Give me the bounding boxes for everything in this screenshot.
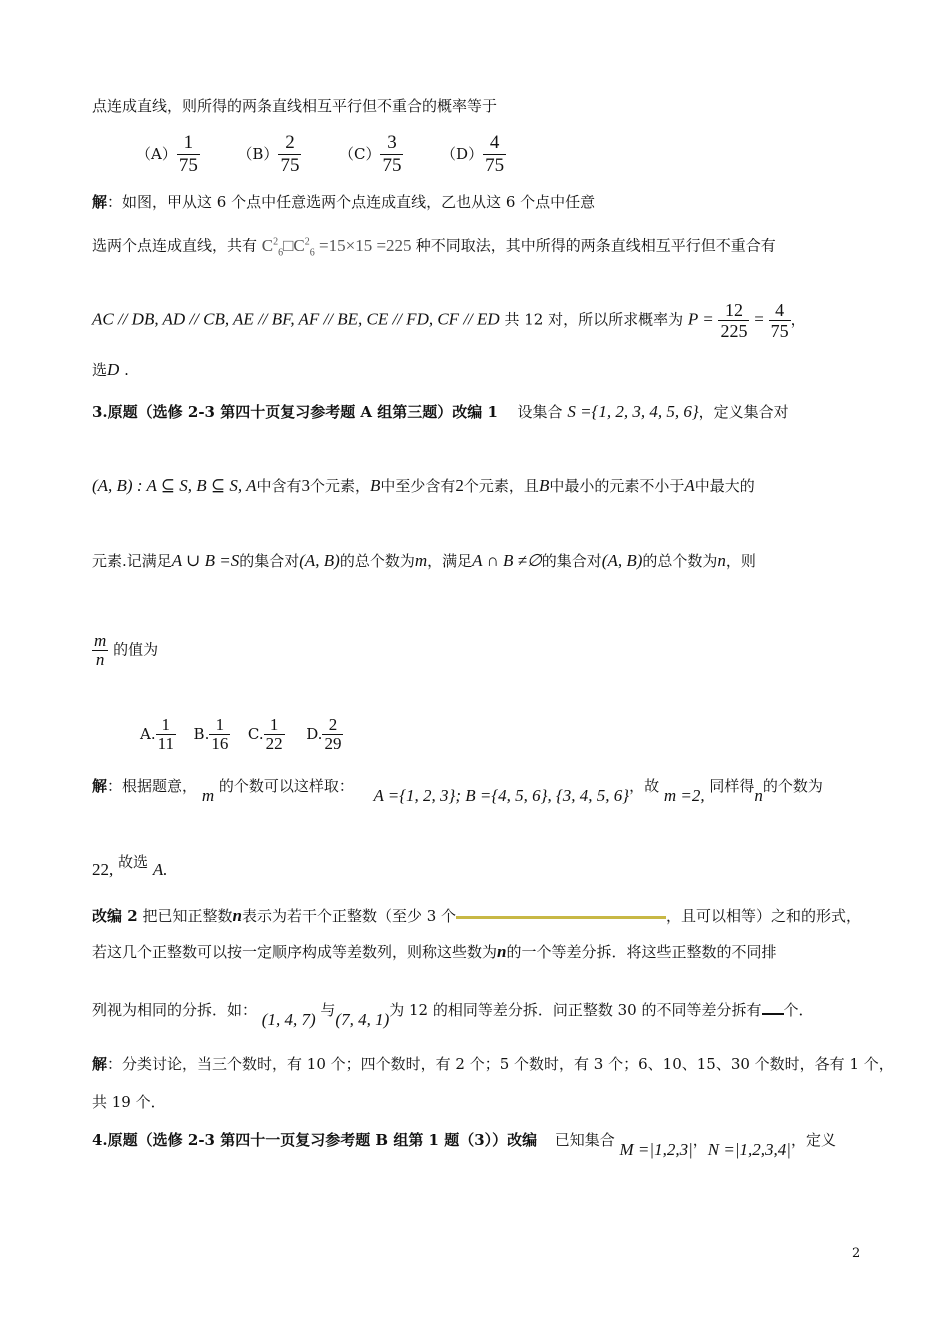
solution-line: 解：如图，甲从这 6 个点中任意选两个点连成直线，乙也从这 6 个点中任意 [92, 193, 596, 211]
solution-line: 22, 故选 A. [92, 853, 168, 879]
question-title: 3.原题（选修 2-3 第四十页复习参考题 A 组第三题）改编 1 设集合 S ={1, 2, 3, 4, 5, 6}，定义集合对 [92, 402, 789, 421]
combination-expression: $C^2_6□C^2_6 =15\times 15 =225$ [261, 235, 412, 259]
option-a: （A） $\frac{1}{75}$ [136, 132, 198, 176]
question-line: 元素.记满足A ∪ B =S的集合对(A, B)的总个数为m，满足A ∩ B ≠∅的集合对(A, B)的总个数为n，则 [92, 551, 756, 570]
option-d: D. $\frac{2}{29}$ [306, 715, 342, 753]
fraction: $\frac{3}{75}$ [382, 132, 402, 176]
fraction: $\frac{4}{75}$ [485, 132, 505, 176]
question-title: 4.原题（选修 2-3 第四十一页复习参考题 B 组第 1 题（3））改编 已知集合 M =|1,2,3|，N =|1,2,3,4|，定义 [92, 1131, 836, 1159]
option-d: （D） $\frac{4}{75}$ [441, 132, 505, 176]
fraction: $\frac{2}{29}$ [324, 715, 342, 753]
fraction: $\frac{4}{75}$ [770, 300, 789, 341]
fraction: $\frac{m}{n}$ [94, 631, 107, 669]
fraction: $\frac{1}{16}$ [211, 715, 229, 753]
answer-options [140, 716, 343, 760]
fraction: $\frac{12}{225}$ [720, 300, 748, 341]
option-c: C. $\frac{1}{22}$ [247, 715, 283, 753]
option-c: （C） $\frac{3}{75}$ [339, 132, 402, 176]
highlight-mark [456, 916, 666, 919]
answer-blank [762, 1013, 784, 1015]
solution-line: 选两个点连成直线，共有 $C^2_6□C^2_6 =15\times 15 =225$ 种不同取法，其中所得的两条直线相互平行但不重合有 [92, 235, 776, 259]
question-line: 列视为相同的分拆．如： (1, 4, 7) 与(7, 4, 1)为 12 的相同等差分拆．问正整数 30 的不同等差分拆有 个． [92, 1001, 814, 1029]
question-line: (A, B) : A ⊆ S, B ⊆ S, A中含有3个元素，B中至少含有2个元素，且B中最小的元素不小于A中最大的 [92, 476, 755, 495]
solution-line: 共 19 个． [92, 1093, 166, 1111]
text-line: 点连成直线，则所得的两条直线相互平行但不重合的概率等于 [92, 97, 498, 115]
solution-line: 解：根据题意， m 的个数可以这样取： A ={1, 2, 3}; B ={4, 5, 6}, {3, 4, 5, 6}，故 m =2, 同样得n的个数为 [92, 777, 823, 805]
fraction: $\frac{2}{75}$ [280, 132, 300, 176]
fraction: $\frac{1}{22}$ [265, 715, 283, 753]
page-number: 2 [852, 1246, 861, 1261]
solution-line: 选D . [92, 360, 129, 379]
option-a: A. $\frac{1}{11}$ [140, 715, 174, 753]
solution-line: AC // DB, AD // CB, AE // BF, AF // BE, CE // FD, CF // ED 共 12 对，所以所求概率为 P = $\frac{12}{225}$ = $\frac{4}{75}$ ， [92, 300, 806, 341]
solution-line: 解：分类讨论，当三个数时，有 10 个；四个数时，有 2 个；5 个数时，有 3 个；6、10、15、30 个数时，各有 1 个， [92, 1055, 894, 1073]
answer-options [136, 132, 506, 180]
question-line: 若这几个正整数可以按一定顺序构成等差数列，则称这些数为n的一个等差分拆．将这些正整数的不同排 [92, 942, 777, 961]
fraction: $\frac{1}{11}$ [157, 715, 174, 753]
option-b: B. $\frac{1}{16}$ [193, 715, 229, 753]
option-b: （B） $\frac{2}{75}$ [237, 132, 300, 176]
fraction: $\frac{1}{75}$ [178, 132, 198, 176]
question-line: $\frac{m}{n}$ 的值为 [94, 631, 159, 669]
question-line: 改编 2 把已知正整数n表示为若干个正整数（至少 3 个 ，且可以相等）之和的形式， [92, 906, 862, 925]
